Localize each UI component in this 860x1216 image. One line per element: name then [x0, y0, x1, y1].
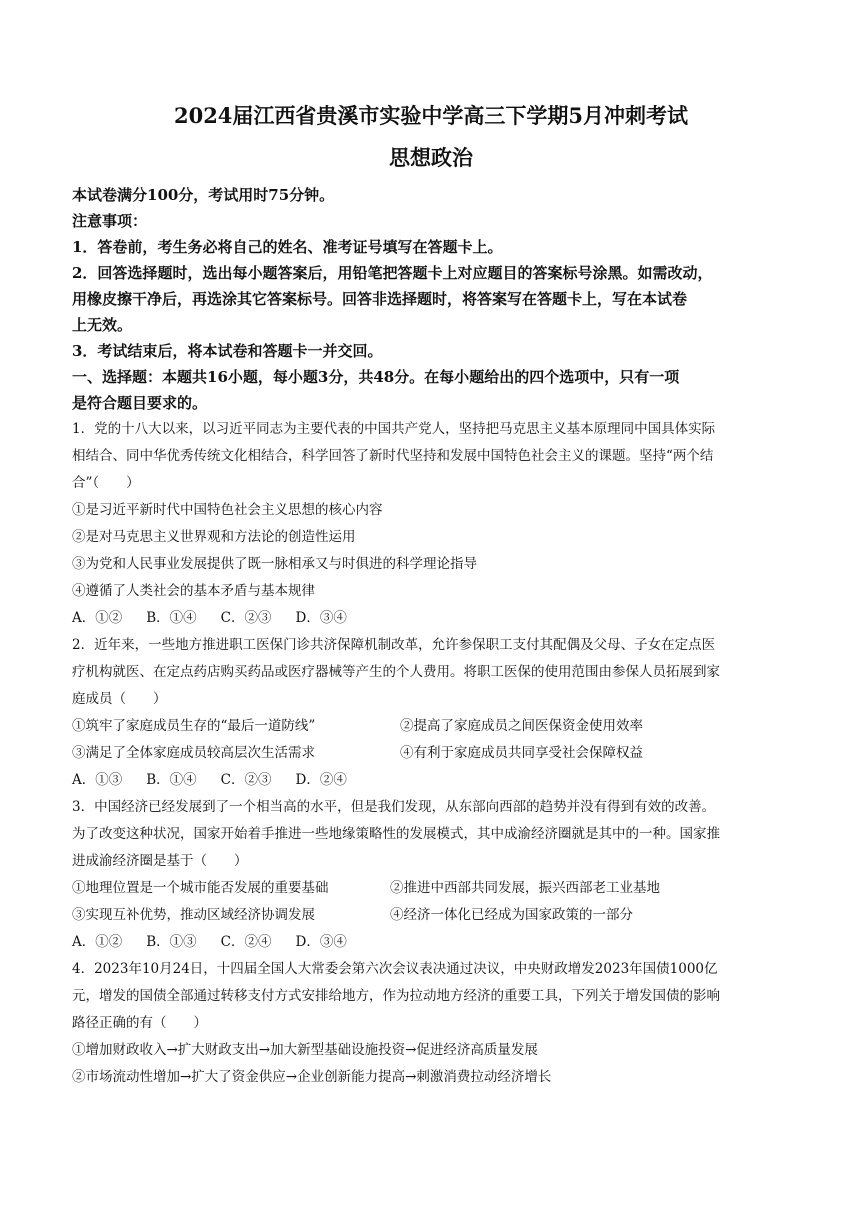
- section-heading-line-2: 是符合题目要求的。: [72, 394, 208, 412]
- question-1-option-2: ②是对马克思主义世界观和方法论的创造性运用: [72, 529, 356, 545]
- question-3-choice-a: A．①②: [72, 934, 123, 950]
- question-2-choice-a: A．①③: [72, 772, 123, 788]
- question-3-choice-b: B．①③: [146, 934, 197, 950]
- question-3: [72, 794, 790, 956]
- question-3-stem-line-2: 为了改变这种状况，国家开始着手推进一些地缘策略性的发展模式，其中成渝经济圈就是其中的一种。国家推: [72, 826, 720, 842]
- question-4-stem-line-3: 路径正确的有（ ）: [72, 1015, 207, 1031]
- question-2-options-row-1: [72, 713, 790, 740]
- question-1-stem-line-3: 合”（ ）: [72, 475, 140, 491]
- question-2-option-1: ①筑牢了家庭成员生存的“最后一道防线”: [72, 718, 316, 734]
- notice-item-3: 3．考试结束后，将本试卷和答题卡一并交回。: [72, 342, 383, 360]
- question-4-stem-line-1: 4．2023年10月24日，十四届全国人大常委会第六次会议表决通过决议，中央财政增发2023年国债1000亿: [72, 961, 718, 977]
- question-4-stem-line-2: 元，增发的国债全部通过转移支付方式安排给地方，作为拉动地方经济的重要工具，下列关于增发国债的影响: [72, 988, 720, 1004]
- question-3-stem-line-1: 3．中国经济已经发展到了一个相当高的水平，但是我们发现，从东部向西部的趋势并没有得到有效的改善。: [72, 799, 716, 815]
- question-2-choice-d: D．②④: [295, 772, 347, 788]
- question-1-choice-c: C．②③: [220, 610, 272, 626]
- question-2-stem-line-3: 庭成员（ ）: [72, 691, 167, 707]
- question-1-stem-line-2: 相结合、同中华优秀传统文化相结合，科学回答了新时代坚持和发展中国特色社会主义的课题。坚持“两个结: [72, 448, 714, 464]
- question-2-options-row-2: [72, 740, 790, 767]
- question-3-option-2: ②推进中西部共同发展，振兴西部老工业基地: [390, 880, 660, 896]
- question-1-option-1: ①是习近平新时代中国特色社会主义思想的核心内容: [72, 502, 383, 518]
- question-3-choice-d: D．③④: [295, 934, 347, 950]
- question-3-choices: [72, 929, 790, 956]
- question-4: [72, 956, 790, 1091]
- question-3-option-3: ③实现互补优势，推动区域经济协调发展: [72, 907, 315, 923]
- question-1-option-4: ④遵循了人类社会的基本矛盾与基本规律: [72, 583, 315, 599]
- notice-title: 注意事项：: [72, 212, 148, 230]
- question-1-choice-d: D．③④: [295, 610, 347, 626]
- question-2-option-4: ④有利于家庭成员共同享受社会保障权益: [400, 745, 643, 761]
- question-2-choice-c: C．②③: [220, 772, 272, 788]
- exam-title: 2024届江西省贵溪市实验中学高三下学期5月冲刺考试: [173, 103, 689, 128]
- question-2-option-3: ③满足了全体家庭成员较高层次生活需求: [72, 745, 315, 761]
- question-3-options-row-2: [72, 902, 790, 929]
- notice-item-2-line-1: 2．回答选择题时，选出每小题答案后，用铅笔把答题卡上对应题目的答案标号涂黑。如需改动，: [72, 264, 713, 282]
- question-2: [72, 632, 790, 794]
- question-3-stem-line-3: 进成渝经济圈是基于（ ）: [72, 853, 248, 869]
- question-1-stem-line-1: 1．党的十八大以来，以习近平同志为主要代表的中国共产党人，坚持把马克思主义基本原理同中国具体实际: [72, 421, 716, 437]
- question-4-option-1: ①增加财政收入→扩大财政支出→加大新型基础设施投资→促进经济高质量发展: [72, 1042, 538, 1058]
- question-2-option-2: ②提高了家庭成员之间医保资金使用效率: [400, 718, 643, 734]
- question-1-choices: [72, 605, 790, 632]
- notice-item-1: 1．答卷前，考生务必将自己的姓名、准考证号填写在答题卡上。: [72, 238, 503, 256]
- question-3-options-row-1: [72, 875, 790, 902]
- question-1-choice-b: B．①④: [146, 610, 197, 626]
- question-2-choices: [72, 767, 790, 794]
- question-4-option-2: ②市场流动性增加→扩大了资金供应→企业创新能力提高→刺激消费拉动经济增长: [72, 1069, 552, 1085]
- score-line: 本试卷满分100分，考试用时75分钟。: [72, 186, 335, 204]
- question-2-stem-line-2: 疗机构就医、在定点药店购买药品或医疗器械等产生的个人费用。将职工医保的使用范围由参保人员拓展到家: [72, 664, 720, 680]
- exam-subject: 思想政治: [389, 145, 473, 170]
- section-heading-line-1: 一、选择题：本题共16小题，每小题3分，共48分。在每小题给出的四个选项中，只有一项: [72, 368, 680, 386]
- question-3-option-4: ④经济一体化已经成为国家政策的一部分: [390, 907, 633, 923]
- question-2-choice-b: B．①④: [146, 772, 197, 788]
- notice-item-2-line-2: 用橡皮擦干净后，再选涂其它答案标号。回答非选择题时，将答案写在答题卡上，写在本试卷: [72, 290, 688, 308]
- question-3-choice-c: C．②④: [220, 934, 272, 950]
- question-1: [72, 416, 790, 632]
- question-2-stem-line-1: 2．近年来，一些地方推进职工医保门诊共济保障机制改革，允许参保职工支付其配偶及父母、子女在定点医: [72, 637, 716, 653]
- question-1-option-3: ③为党和人民事业发展提供了既一脉相承又与时俱进的科学理论指导: [72, 556, 477, 572]
- question-3-option-1: ①地理位置是一个城市能否发展的重要基础: [72, 880, 329, 896]
- notice-item-2-line-3: 上无效。: [72, 316, 133, 334]
- question-1-choice-a: A．①②: [72, 610, 123, 626]
